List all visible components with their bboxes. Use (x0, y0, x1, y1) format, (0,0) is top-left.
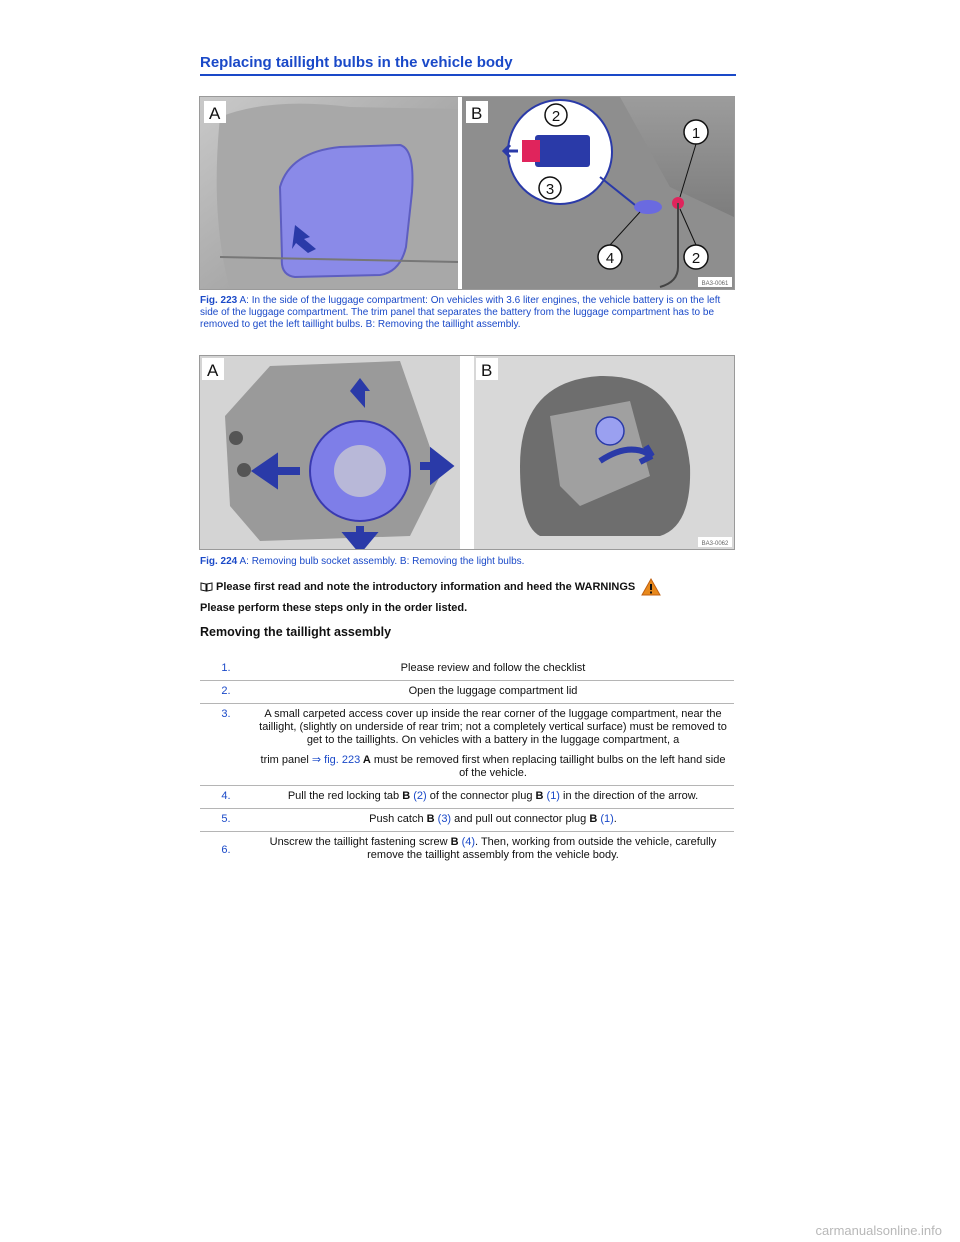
item-reference: (3) (434, 813, 452, 825)
text-fragment: Push catch (369, 813, 427, 825)
panel-b-label: B (481, 361, 493, 380)
step-text: Open the luggage compartment lid (408, 685, 578, 697)
step-number: 4. (221, 790, 231, 802)
bold-fragment: B (402, 790, 411, 802)
caption-text: A: In the side of the luggage compartment: On vehicles with 3.6 liter engines, the vehicle battery is on the left side of the luggage compartment. The trim panel that separates the battery from the luggage compartment has to be removed to get the left taillight bulbs. B: Removing the taillight assembly. (200, 295, 721, 330)
callout-2-top-label: 2 (551, 108, 561, 125)
step-text (252, 832, 734, 867)
connector-on-body (634, 200, 662, 214)
text-fragment: and pull out connector plug (451, 813, 590, 825)
panel-divider (458, 97, 462, 289)
step-text (252, 809, 734, 831)
step-row (200, 681, 734, 704)
step-number: 5. (221, 813, 231, 825)
step-row (200, 809, 734, 832)
panel-b-label: B (471, 104, 483, 123)
step-text (252, 786, 734, 808)
figure-224-caption (200, 556, 734, 568)
step-text (252, 704, 734, 785)
panel-a-label: A (207, 361, 219, 380)
callout-2-bottom-label: 2 (691, 250, 701, 267)
figure-code: BA3-0061 (701, 281, 729, 287)
caption-label: Fig. 223 (200, 295, 238, 306)
figure-223 (199, 96, 735, 290)
text-fragment: of the connector plug (426, 790, 536, 802)
trim-panel (280, 145, 413, 277)
step-number: 6. (221, 844, 231, 856)
figure-224 (199, 355, 735, 550)
item-reference: (1) (597, 813, 614, 825)
step-row (200, 704, 734, 786)
order-note: Please perform these steps only in the order listed. (200, 602, 468, 614)
caption-label: Fig. 224 (200, 556, 238, 567)
steps-list (200, 658, 734, 867)
step-row (200, 658, 734, 681)
text-fragment: trim panel (260, 754, 312, 766)
bold-fragment: B (589, 813, 598, 825)
figure-224-illustration (200, 356, 734, 549)
figure-223-illustration (200, 97, 734, 289)
page-title: Replacing taillight bulbs in the vehicle body (200, 54, 736, 76)
bold-fragment: B (450, 836, 459, 848)
step-row (200, 786, 734, 809)
panel-a-label: A (209, 104, 221, 123)
text-fragment: . (613, 813, 617, 825)
panel-divider (460, 356, 474, 549)
text-fragment: Unscrew the taillight fastening screw (269, 836, 451, 848)
bold-fragment: A (360, 754, 371, 766)
callout-3-label: 3 (545, 181, 555, 198)
socket-center (334, 445, 386, 497)
red-locking-tab (522, 140, 540, 162)
step-row (200, 832, 734, 867)
step-number: 2. (221, 685, 231, 697)
step-number: 1. (221, 662, 231, 674)
callout-1-label: 1 (691, 125, 701, 142)
bold-fragment: B (426, 813, 435, 825)
screw-icon (229, 431, 243, 445)
caption-text: A: Removing bulb socket assembly. B: Removing the light bulbs. (237, 556, 525, 567)
figure-223-caption (200, 295, 734, 331)
step-number: 3. (221, 708, 231, 720)
screw-icon-2 (237, 463, 251, 477)
text-fragment: Pull the red locking tab (287, 790, 403, 802)
figure-reference-link[interactable]: ⇒ fig. 223 (311, 754, 361, 766)
figure-code: BA3-0062 (701, 541, 729, 547)
item-reference: (2) (410, 790, 427, 802)
step-paragraph-2 (256, 754, 730, 780)
connector-plug (535, 135, 590, 167)
step-paragraph: A small carpeted access cover up inside the rear corner of the luggage compartment, near the taillight, (slightly on underside of rear trim; not a completely vertical surface) must be removed to get to the taillights. On vehicles with a battery in the luggage compartment, a (259, 708, 727, 746)
text-fragment: in the direction of the arrow. (559, 790, 699, 802)
warning-triangle-icon (641, 578, 661, 596)
light-bulb (596, 417, 624, 445)
callout-4-label: 4 (605, 250, 615, 267)
section-title: Removing the taillight assembly (200, 625, 392, 639)
item-reference: (1) (543, 790, 560, 802)
text-fragment: . Then, working from outside the vehicle, carefully remove the taillight assembly from the vehicle body. (367, 836, 717, 861)
watermark: carmanualsonline.info (815, 1223, 942, 1238)
note-text: Please first read and note the introductory information and heed the WARNINGS (216, 581, 636, 593)
bold-fragment: B (535, 790, 544, 802)
text-fragment: must be removed first when replacing taillight bulbs on the left hand side of the vehicle. (370, 754, 726, 779)
step-text: Please review and follow the checklist (400, 662, 586, 674)
book-icon (200, 582, 213, 592)
warning-note (200, 578, 661, 596)
item-reference: (4) (458, 836, 476, 848)
